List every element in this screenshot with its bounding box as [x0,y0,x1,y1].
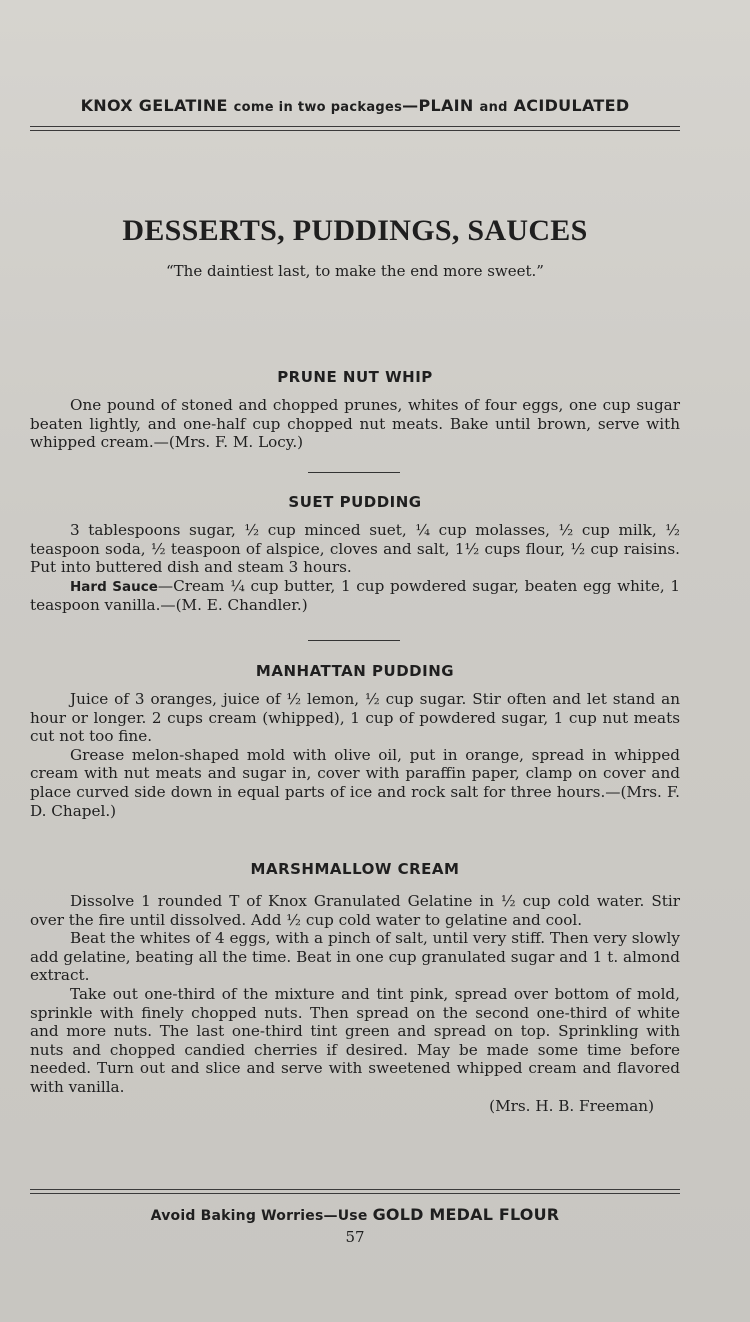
page-title: DESSERTS, PUDDINGS, SAUCES [122,214,588,247]
header-plain: —PLAIN [402,96,474,115]
header-mid: come in two packages [233,100,403,115]
header-and: and [479,100,508,115]
hard-sauce-label: Hard Sauce [70,578,158,595]
footer-text: Avoid Baking Worries—Use [150,1208,368,1224]
recipe-body-suet-pudding [30,521,680,615]
recipe-paragraph: Grease melon-shaped mold with olive oil, put in orange, spread in whipped cream with nut meats and sugar in, cover with paraffin paper, clamp on cover and place curved side down in equal parts of ice and rock salt for three hours.—(Mrs. F. D. Chapel.) [30,745,680,820]
header-acidulated: ACIDULATED [513,96,630,115]
recipe-title-prune-nut-whip: PRUNE NUT WHIP [277,368,433,386]
section-divider [308,472,400,473]
recipe-paragraph: 3 tablespoons sugar, ½ cup minced suet, ¼ cup molasses, ½ cup milk, ½ teaspoon soda, ½ teaspoon of alspice, cloves and salt, 1½ cups flour, ½ cup raisins. Put into buttered dish and steam 3 hours. [30,521,680,577]
section-divider [308,640,400,641]
recipe-paragraph: Dissolve 1 rounded T of Knox Granulated Gelatine in ½ cup cold water. Stir over the fire until dissolved. Add ½ cup cold water to gelatine and cool. [30,892,680,929]
recipe-paragraph: Take out one-third of the mixture and tint pink, spread over bottom of mold, sprinkle with finely chopped nuts. Then spread on the second one-third of white and more nuts. The last one-third tint green and spread on top. Sprinkling with nuts and chopped candied cherries if desired. May be made some time before needed. Turn out and slice and serve with sweetened whipped cream and flavored with vanilla. [30,984,680,1096]
footer-double-rule [30,1189,680,1194]
running-header [30,96,680,115]
recipe-paragraph: Beat the whites of 4 eggs, with a pinch of salt, until very stiff. Then very slowly add gelatine, beating all the time. Beat in one cup granulated sugar and 1 t. almond extract. [30,929,680,985]
running-footer [0,1205,710,1224]
recipe-signature: (Mrs. H. B. Freeman) [489,1096,654,1115]
hard-sauce-text: —Cream ¼ cup butter, 1 cup powdered sugar, beaten egg white, 1 teaspoon vanilla.—(M. E. Chandler.) [30,576,680,615]
page-number: 57 [345,1228,365,1246]
recipe-paragraph: Juice of 3 oranges, juice of ½ lemon, ½ cup sugar. Stir often and let stand an hour or longer. 2 cups cream (whipped), 1 cup of powdered sugar, 1 cup nut meats cut not too fine. [30,690,680,746]
recipe-title-manhattan-pudding: MANHATTAN PUDDING [255,662,455,680]
recipe-title-suet-pudding: SUET PUDDING [288,493,422,511]
recipe-body-marshmallow-cream [30,892,680,1115]
recipe-body-prune-nut-whip [30,396,680,452]
header-double-rule [30,126,680,131]
footer-brand: GOLD MEDAL FLOUR [372,1205,560,1224]
recipe-title-marshmallow-cream: MARSHMALLOW CREAM [250,860,460,878]
header-brand: KNOX GELATINE [80,96,228,115]
epigraph: “The daintiest last, to make the end more sweet.” [166,262,544,280]
recipe-paragraph: One pound of stoned and chopped prunes, whites of four eggs, one cup sugar beaten lightly, and one-half cup chopped nut meats. Bake until brown, serve with whipped cream.—(Mrs. F. M. Locy.) [30,396,680,452]
recipe-body-manhattan-pudding [30,690,680,820]
hard-sauce-paragraph [30,577,680,615]
